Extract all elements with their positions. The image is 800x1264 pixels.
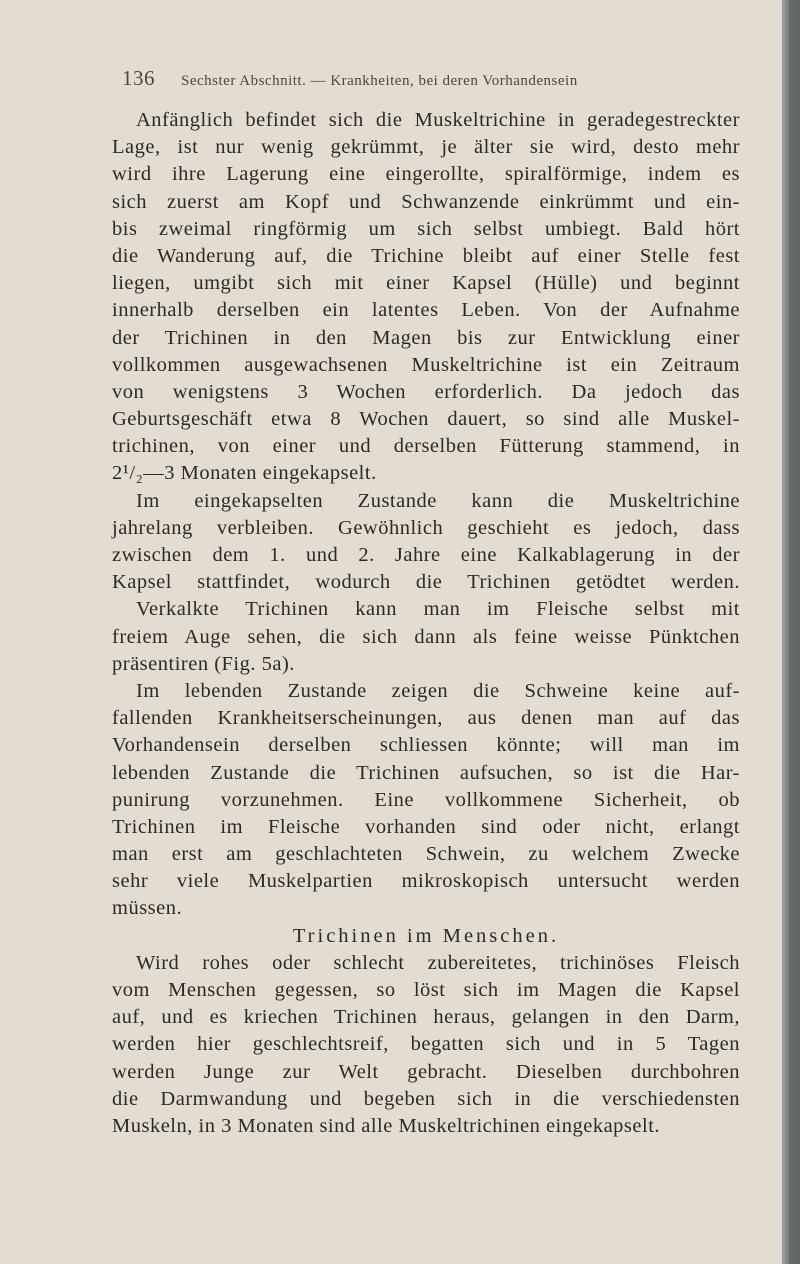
text-line: trichinen, von einer und derselben Fütterung stammend, in [112,435,740,458]
text-line: Geburtsgeschäft etwa 8 Wochen dauert, so sind alle Muskel- [112,408,740,431]
text-line: Im lebenden Zustande zeigen die Schweine keine auf- [136,679,740,702]
text-line: Verkalkte Trichinen kann man im Fleische selbst mit [136,598,740,621]
text-line: auf, und es kriechen Trichinen heraus, gelangen in den Darm, [112,1006,740,1029]
text-line: die Wanderung auf, die Trichine bleibt auf einer Stelle fest [112,244,740,267]
text-line: freiem Auge sehen, die sich dann als feine weisse Pünktchen [112,625,740,648]
section-heading: Trichinen im Menschen. [292,924,560,947]
text-line: innerhalb derselben ein latentes Leben. Von der Aufnahme [112,299,740,322]
text-line: 2¹/₂—3 Monaten eingekapselt. [112,462,377,485]
text-line: Anfänglich befindet sich die Muskeltrichine in geradegestreckter [136,109,740,131]
text-line: werden Junge zur Welt gebracht. Dieselben durchbohren [112,1060,740,1083]
text-line: man erst am geschlachteten Schwein, zu welchem Zwecke [112,843,740,866]
text-line: werden hier geschlechtsreif, begatten sich und in 5 Tagen [112,1033,740,1056]
text-line: lebenden Zustande die Trichinen aufsuchen, so ist die Har- [112,761,740,784]
text-line: liegen, umgibt sich mit einer Kapsel (Hülle) und beginnt [112,272,740,295]
text-line: Muskeln, in 3 Monaten sind alle Muskeltrichinen eingekapselt. [112,1114,661,1137]
text-line: die Darmwandung und begeben sich in die verschiedensten [112,1087,740,1110]
body-text [112,107,740,1140]
text-line: von wenigstens 3 Wochen erforderlich. Da jedoch das [112,380,740,403]
text-line: präsentiren (Fig. 5a). [112,652,295,675]
text-line: vollkommen ausgewachsenen Muskeltrichine ist ein Zeitraum [112,353,740,376]
text-line: fallenden Krankheitserscheinungen, aus denen man auf das [112,707,740,730]
running-head: Sechster Abschnitt. — Krankheiten, bei deren Vorhandensein [181,73,578,89]
text-line: sehr viele Muskelpartien mikroskopisch untersucht werden [112,870,740,893]
text-line: Im eingekapselten Zustande kann die Muskeltrichine [136,489,740,512]
text-line: Trichinen im Fleische vorhanden sind oder nicht, erlangt [112,815,740,838]
text-line: Wird rohes oder schlecht zubereitetes, trichinöses Fleisch [136,951,740,974]
text-line: Kapsel stattfindet, wodurch die Trichinen getödtet werden. [112,571,740,594]
text-line: der Trichinen in den Magen bis zur Entwicklung einer [112,326,740,349]
page-edge-dark [789,0,800,1264]
text-line: jahrelang verbleiben. Gewöhnlich geschieht es jedoch, dass [112,516,740,539]
text-line: punirung vorzunehmen. Eine vollkommene Sicherheit, ob [112,788,740,811]
text-line: vom Menschen gegessen, so löst sich im Magen die Kapsel [112,979,740,1001]
text-line: wird ihre Lagerung eine eingerollte, spiralförmige, indem es [112,163,740,186]
text-line: müssen. [112,897,183,920]
text-line: bis zweimal ringförmig um sich selbst umbiegt. Bald hört [112,217,740,240]
text-line: zwischen dem 1. und 2. Jahre eine Kalkablagerung in der [112,544,740,566]
text-line: Lage, ist nur wenig gekrümmt, je älter sie wird, desto mehr [112,136,740,159]
text-line: Vorhandensein derselben schliessen könnte; will man im [112,734,740,757]
text-line: sich zuerst am Kopf und Schwanzende einkrümmt und ein- [112,190,740,213]
page-number: 136 [122,66,155,90]
page-header [122,66,682,91]
